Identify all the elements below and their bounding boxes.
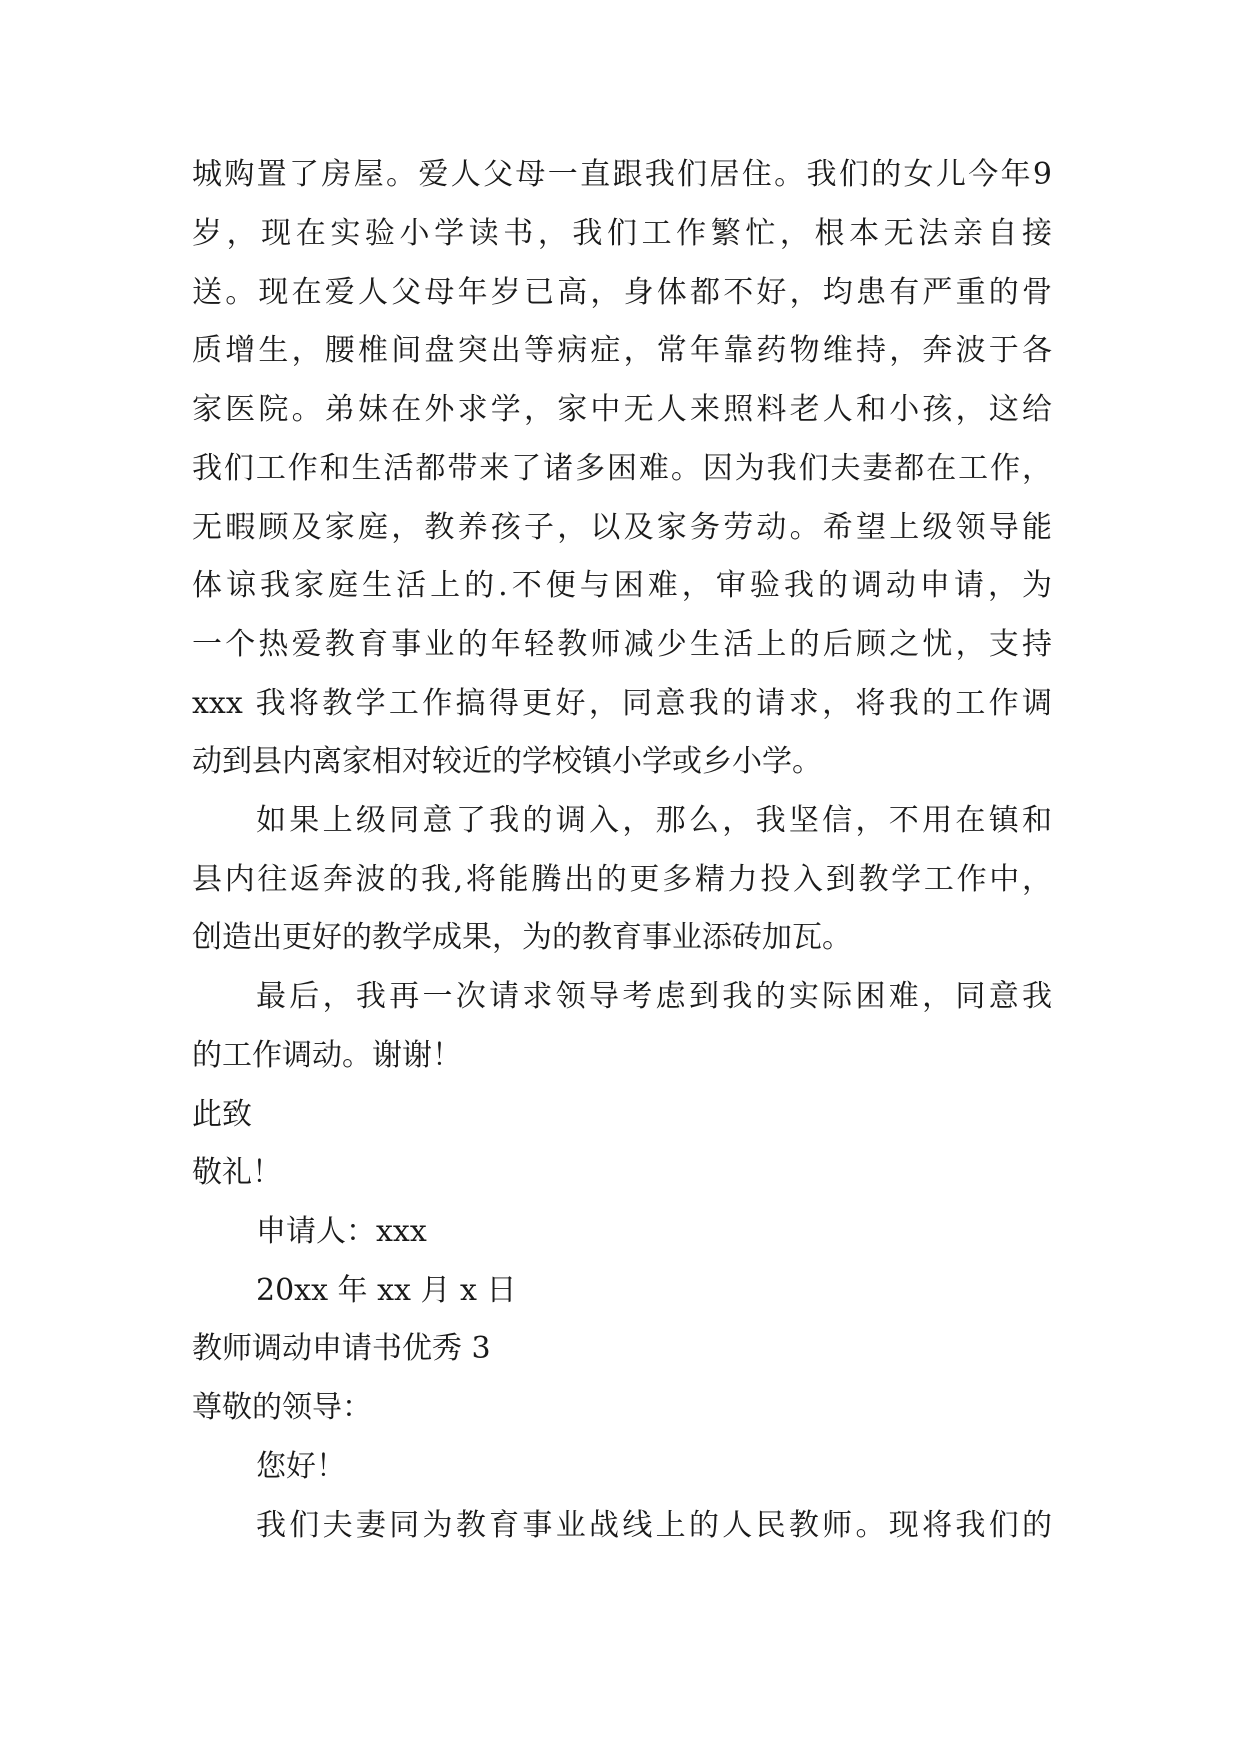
body-text-line: 体谅我家庭生活上的.不便与困难，审验我的调动申请，为	[192, 568, 1052, 603]
body-text-line: 城购置了房屋。爱人父母一直跟我们居住。我们的女儿今年9	[192, 157, 1052, 192]
paragraph-first-line: 最后，我再一次请求领导考虑到我的实际困难，同意我	[256, 979, 1052, 1014]
body-text-line: 的工作调动。谢谢！	[192, 1038, 462, 1073]
letter-title: 教师调动申请书优秀 3	[192, 1331, 491, 1366]
body-text-line: 岁，现在实验小学读书，我们工作繁忙，根本无法亲自接	[192, 216, 1052, 251]
body-text-line: 我们工作和生活都带来了诸多困难。因为我们夫妻都在工作，	[192, 451, 1052, 486]
paragraph-first-line: 如果上级同意了我的调入，那么，我坚信，不用在镇和	[256, 803, 1052, 838]
body-text-line: 动到县内离家相对较近的学校镇小学或乡小学。	[192, 744, 822, 779]
paragraph-first-line: 我们夫妻同为教育事业战线上的人民教师。现将我们的	[256, 1508, 1052, 1543]
body-text-line: 质增生，腰椎间盘突出等病症，常年靠药物维持，奔波于各	[192, 333, 1052, 368]
body-text-line: xxx 我将教学工作搞得更好，同意我的请求，将我的工作调	[192, 686, 1052, 721]
letter-hello: 您好！	[256, 1449, 346, 1484]
body-text-line: 送。现在爱人父母年岁已高，身体都不好，均患有严重的骨	[192, 275, 1052, 310]
body-text-line: 一个热爱教育事业的年轻教师减少生活上的后顾之忧，支持	[192, 627, 1052, 662]
body-text-line: 无暇顾及家庭，教养孩子，以及家务劳动。希望上级领导能	[192, 510, 1052, 545]
letter-greeting: 尊敬的领导：	[192, 1390, 372, 1425]
salutation-ci-zhi: 此致	[192, 1097, 252, 1132]
body-text-line: 县内往返奔波的我,将能腾出的更多精力投入到教学工作中，	[192, 862, 1052, 897]
body-text-line: 家医院。弟妹在外求学，家中无人来照料老人和小孩，这给	[192, 392, 1052, 427]
salutation-jing-li: 敬礼！	[192, 1155, 282, 1190]
letter-date: 20xx 年 xx 月 x 日	[256, 1273, 517, 1308]
body-text-line: 创造出更好的教学成果，为的教育事业添砖加瓦。	[192, 920, 852, 955]
applicant-signature: 申请人：xxx	[256, 1214, 427, 1249]
